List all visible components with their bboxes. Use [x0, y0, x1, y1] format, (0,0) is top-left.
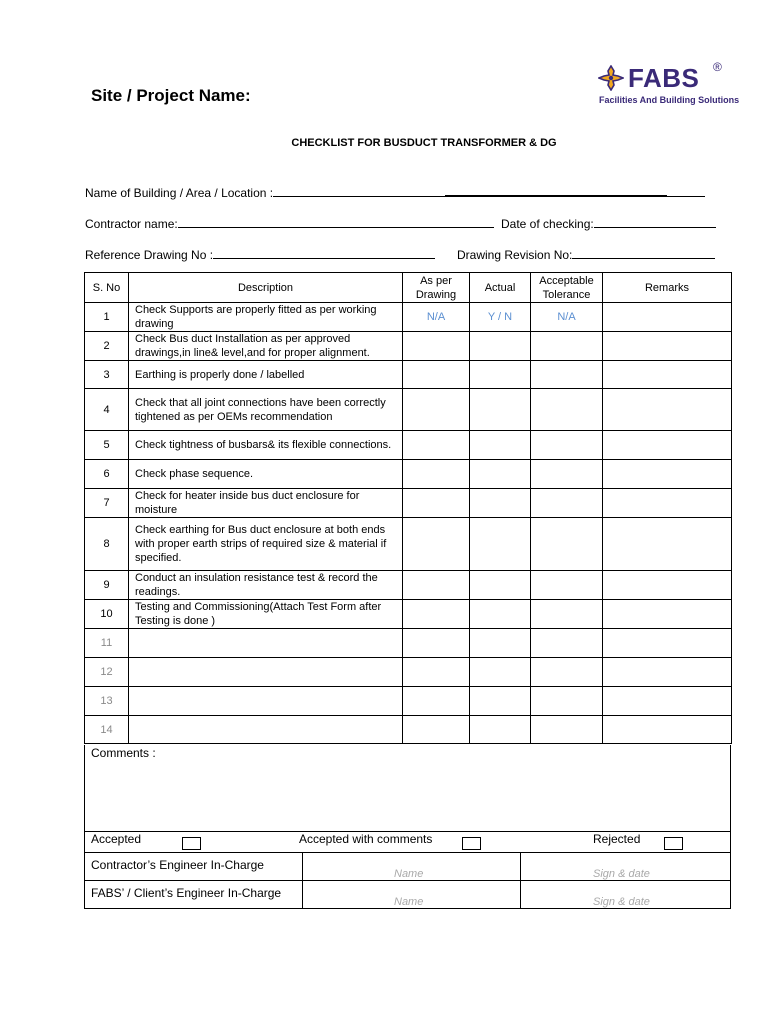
as-per-drawing-cell[interactable] [403, 389, 470, 431]
table-row [85, 687, 732, 716]
contractor-line [178, 216, 494, 228]
remarks-cell[interactable] [603, 303, 732, 332]
row-description: Testing and Commissioning(Attach Test Form after Testing is done ) [129, 600, 403, 629]
actual-cell[interactable] [470, 361, 531, 389]
rejected-checkbox[interactable] [664, 837, 683, 850]
as-per-drawing-cell[interactable] [403, 600, 470, 629]
approval-section [84, 745, 731, 909]
accepted-checkbox[interactable] [182, 837, 201, 850]
actual-cell[interactable] [470, 332, 531, 361]
tolerance-cell[interactable] [531, 489, 603, 518]
row-number: 2 [85, 332, 129, 361]
actual-cell[interactable]: Y / N [470, 303, 531, 332]
actual-cell[interactable] [470, 571, 531, 600]
as-per-drawing-cell[interactable] [403, 716, 470, 744]
document-title: CHECKLIST FOR BUSDUCT TRANSFORMER & DG [291, 137, 557, 149]
table-row [85, 629, 732, 658]
actual-cell[interactable] [470, 600, 531, 629]
actual-cell[interactable] [470, 460, 531, 489]
tolerance-cell[interactable] [531, 716, 603, 744]
row-number: 11 [85, 629, 129, 658]
as-per-drawing-cell[interactable] [403, 361, 470, 389]
tolerance-cell[interactable]: N/A [531, 303, 603, 332]
approval-status-row [85, 831, 730, 852]
table-row [85, 518, 732, 571]
building-line-3 [667, 185, 705, 197]
tolerance-cell[interactable] [531, 518, 603, 571]
as-per-drawing-cell[interactable] [403, 658, 470, 687]
reference-drawing-field[interactable] [85, 247, 435, 262]
row-description: Check tightness of busbars& its flexible connections. [129, 431, 403, 460]
as-per-drawing-cell[interactable] [403, 629, 470, 658]
header-tolerance: Acceptable Tolerance [531, 273, 603, 303]
remarks-cell[interactable] [603, 629, 732, 658]
remarks-cell[interactable] [603, 332, 732, 361]
row-number: 10 [85, 600, 129, 629]
table-row [85, 489, 732, 518]
remarks-cell[interactable] [603, 716, 732, 744]
cross-logo-icon [598, 65, 624, 91]
column-divider [302, 881, 303, 909]
accepted-with-comments-label: Accepted with comments [299, 832, 433, 846]
table-row [85, 431, 732, 460]
row-description: Earthing is properly done / labelled [129, 361, 403, 389]
fabs-logo [598, 60, 740, 110]
client-engineer-label: FABS’ / Client’s Engineer In-Charge [91, 886, 282, 900]
contractor-engineer-label: Contractor’s Engineer In-Charge [91, 858, 264, 872]
row-description [129, 687, 403, 716]
revision-field[interactable] [457, 247, 715, 262]
table-row [85, 658, 732, 687]
tolerance-cell[interactable] [531, 687, 603, 716]
as-per-drawing-cell[interactable] [403, 687, 470, 716]
row-description: Check Supports are properly fitted as per working drawing [129, 303, 403, 332]
remarks-cell[interactable] [603, 489, 732, 518]
actual-cell[interactable] [470, 658, 531, 687]
tolerance-cell[interactable] [531, 332, 603, 361]
table-row [85, 571, 732, 600]
tolerance-cell[interactable] [531, 571, 603, 600]
contractor-field[interactable] [85, 216, 494, 231]
building-label: Name of Building / Area / Location : [85, 186, 274, 200]
row-number: 14 [85, 716, 129, 744]
actual-cell[interactable] [470, 431, 531, 460]
remarks-cell[interactable] [603, 687, 732, 716]
accepted-with-comments-checkbox[interactable] [462, 837, 481, 850]
remarks-cell[interactable] [603, 600, 732, 629]
as-per-drawing-cell[interactable]: N/A [403, 303, 470, 332]
row-number: 6 [85, 460, 129, 489]
row-description [129, 658, 403, 687]
logo-wordmark: FABS [628, 63, 700, 93]
row-number: 7 [85, 489, 129, 518]
row-description: Check phase sequence. [129, 460, 403, 489]
table-row [85, 361, 732, 389]
contractor-signature-row [85, 852, 730, 881]
as-per-drawing-cell[interactable] [403, 460, 470, 489]
row-description: Conduct an insulation resistance test & record the readings. [129, 571, 403, 600]
remarks-cell[interactable] [603, 518, 732, 571]
tolerance-cell[interactable] [531, 658, 603, 687]
row-description [129, 629, 403, 658]
tolerance-cell[interactable] [531, 431, 603, 460]
as-per-drawing-cell[interactable] [403, 489, 470, 518]
actual-cell[interactable] [470, 389, 531, 431]
header-sno: S. No [85, 273, 129, 303]
contractor-name-field[interactable]: Name [394, 868, 424, 880]
remarks-cell[interactable] [603, 571, 732, 600]
client-name-field[interactable]: Name [394, 896, 424, 908]
remarks-cell[interactable] [603, 431, 732, 460]
checklist-body [85, 303, 732, 744]
table-row [85, 460, 732, 489]
row-description: Check for heater inside bus duct enclosure for moisture [129, 489, 403, 518]
header-description: Description [129, 273, 403, 303]
site-project-name-label: Site / Project Name: [91, 86, 251, 105]
table-row [85, 303, 732, 332]
row-number: 9 [85, 571, 129, 600]
row-number: 13 [85, 687, 129, 716]
table-row [85, 600, 732, 629]
as-per-drawing-cell[interactable] [403, 332, 470, 361]
tolerance-cell[interactable] [531, 361, 603, 389]
client-signature-row [85, 880, 730, 909]
actual-cell[interactable] [470, 629, 531, 658]
header-as-per-drawing: As per Drawing [403, 273, 470, 303]
remarks-cell[interactable] [603, 460, 732, 489]
table-row [85, 716, 732, 744]
row-number: 1 [85, 303, 129, 332]
contractor-sign-field[interactable]: Sign & date [593, 868, 650, 880]
as-per-drawing-cell[interactable] [403, 518, 470, 571]
actual-cell[interactable] [470, 518, 531, 571]
row-number: 3 [85, 361, 129, 389]
actual-cell[interactable] [470, 489, 531, 518]
row-description [129, 716, 403, 744]
building-line-2 [445, 184, 667, 197]
header-remarks: Remarks [603, 273, 732, 303]
row-number: 4 [85, 389, 129, 431]
remarks-cell[interactable] [603, 658, 732, 687]
reference-drawing-line [213, 247, 435, 259]
building-field[interactable] [85, 184, 705, 200]
date-label: Date of checking: [501, 217, 594, 231]
column-divider [520, 853, 521, 881]
actual-cell[interactable] [470, 716, 531, 744]
accepted-label: Accepted [91, 832, 142, 846]
comments-label: Comments : [91, 746, 156, 760]
revision-label: Drawing Revision No: [457, 248, 573, 262]
header-actual: Actual [470, 273, 531, 303]
column-divider [520, 881, 521, 909]
row-number: 12 [85, 658, 129, 687]
logo-tagline: Facilities And Building Solutions [599, 95, 740, 105]
remarks-cell[interactable] [603, 361, 732, 389]
client-sign-field[interactable]: Sign & date [593, 896, 650, 908]
tolerance-cell[interactable] [531, 629, 603, 658]
row-description: Check Bus duct Installation as per approved drawings,in line& level,and for proper alignment. [129, 332, 403, 361]
table-row [85, 332, 732, 361]
row-description: Check earthing for Bus duct enclosure at both ends with proper earth strips of required size & material if specified. [129, 518, 403, 571]
checklist-table [84, 272, 732, 744]
revision-line [572, 247, 715, 259]
actual-cell[interactable] [470, 687, 531, 716]
as-per-drawing-cell[interactable] [403, 431, 470, 460]
row-number: 8 [85, 518, 129, 571]
remarks-cell[interactable] [603, 389, 732, 431]
date-field[interactable] [501, 216, 716, 231]
as-per-drawing-cell[interactable] [403, 571, 470, 600]
building-line-1 [273, 185, 445, 197]
tolerance-cell[interactable] [531, 460, 603, 489]
column-divider [302, 853, 303, 881]
row-number: 5 [85, 431, 129, 460]
registered-mark: ® [713, 60, 722, 74]
table-header-row [85, 273, 732, 303]
row-description: Check that all joint connections have been correctly tightened as per OEMs recommendation [129, 389, 403, 431]
rejected-label: Rejected [593, 832, 641, 846]
table-row [85, 389, 732, 431]
tolerance-cell[interactable] [531, 600, 603, 629]
date-line [594, 216, 716, 228]
tolerance-cell[interactable] [531, 389, 603, 431]
reference-drawing-label: Reference Drawing No : [85, 248, 214, 262]
contractor-label: Contractor name: [85, 217, 178, 231]
